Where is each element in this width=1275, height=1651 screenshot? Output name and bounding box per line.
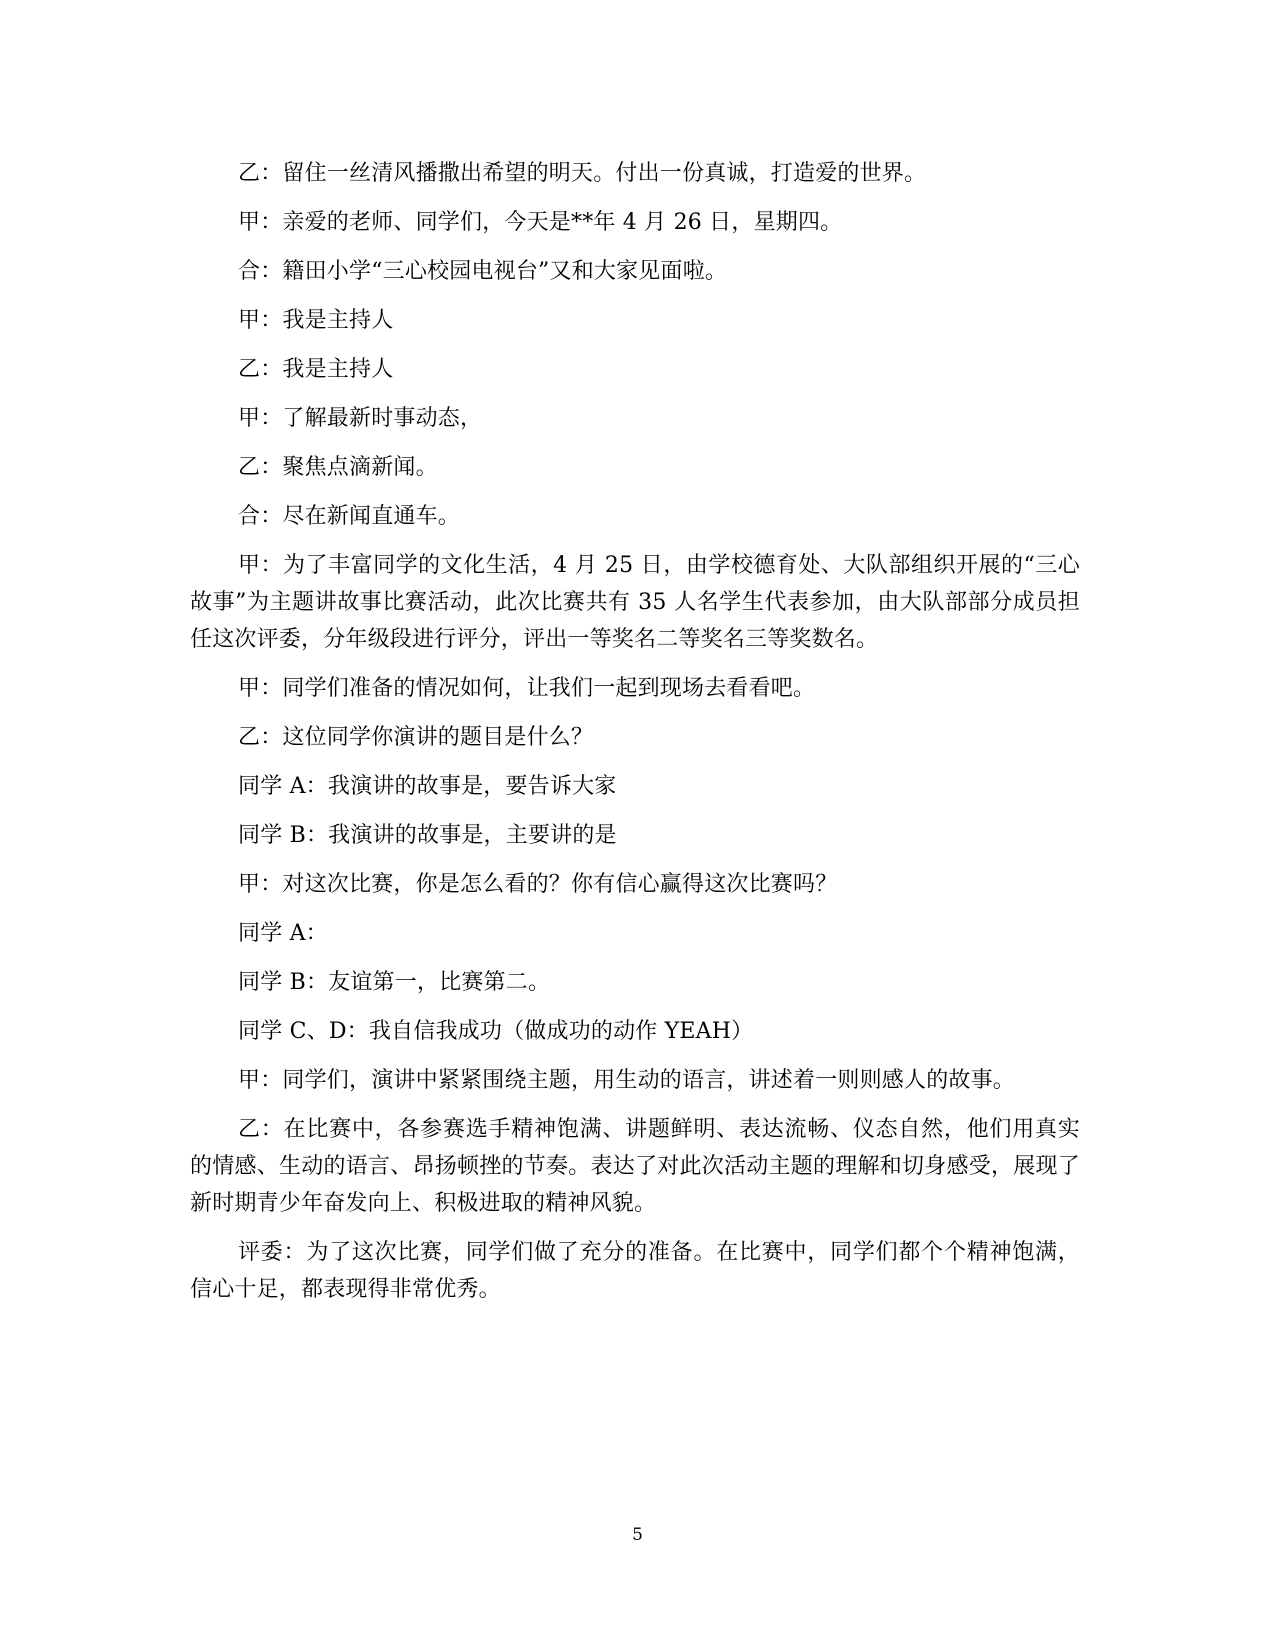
paragraph: 同学 A： xyxy=(238,921,328,946)
paragraph: 同学 B：友谊第一，比赛第二。 xyxy=(238,970,551,995)
paragraph: 乙：我是主持人 xyxy=(238,357,394,382)
paragraph: 同学 C、D：我自信我成功（做成功的动作 YEAH） xyxy=(238,1019,754,1044)
paragraph: 乙：在比赛中，各参赛选手精神饱满、讲题鲜明、表达流畅、仪态自然，他们用真实的情感、生动的语言、昂扬顿挫的节奏。表达了对此次活动主题的理解和切身感受，展现了新时期青少年奋发向上、积极进取的精神风貌。 xyxy=(190,1117,1080,1216)
paragraph: 同学 A：我演讲的故事是，要告诉大家 xyxy=(238,774,617,799)
paragraph: 甲：对这次比赛，你是怎么看的？你有信心赢得这次比赛吗？ xyxy=(238,872,838,897)
paragraph: 评委：为了这次比赛，同学们做了充分的准备。在比赛中，同学们都个个精神饱满，信心十足，都表现得非常优秀。 xyxy=(190,1240,1080,1302)
body-text xyxy=(190,155,1080,1320)
paragraph: 甲：亲爱的老师、同学们，今天是**年 4 月 26 日，星期四。 xyxy=(238,210,843,235)
paragraph: 甲：同学们，演讲中紧紧围绕主题，用生动的语言，讲述着一则则感人的故事。 xyxy=(238,1068,1016,1093)
page-number: 5 xyxy=(632,1525,643,1545)
paragraph: 甲：同学们准备的情况如何，让我们一起到现场去看看吧。 xyxy=(238,676,816,701)
paragraph: 同学 B：我演讲的故事是，主要讲的是 xyxy=(238,823,617,848)
paragraph: 甲：了解最新时事动态， xyxy=(238,406,483,431)
paragraph: 合：籍田小学“三心校园电视台”又和大家见面啦。 xyxy=(238,259,728,284)
paragraph: 乙：这位同学你演讲的题目是什么？ xyxy=(238,725,594,750)
paragraph: 乙：聚焦点滴新闻。 xyxy=(238,455,438,480)
paragraph: 甲：为了丰富同学的文化生活，4 月 25 日，由学校德育处、大队部组织开展的“三心故事”为主题讲故事比赛活动，此次比赛共有 35 人名学生代表参加，由大队部部分成员担任这次评委，分年级段进行评分，评出一等奖名二等奖名三等奖数名。 xyxy=(190,553,1080,652)
paragraph: 合：尽在新闻直通车。 xyxy=(238,504,461,529)
paragraph: 甲：我是主持人 xyxy=(238,308,394,333)
paragraph: 乙：留住一丝清风播撒出希望的明天。付出一份真诚，打造爱的世界。 xyxy=(238,161,927,186)
